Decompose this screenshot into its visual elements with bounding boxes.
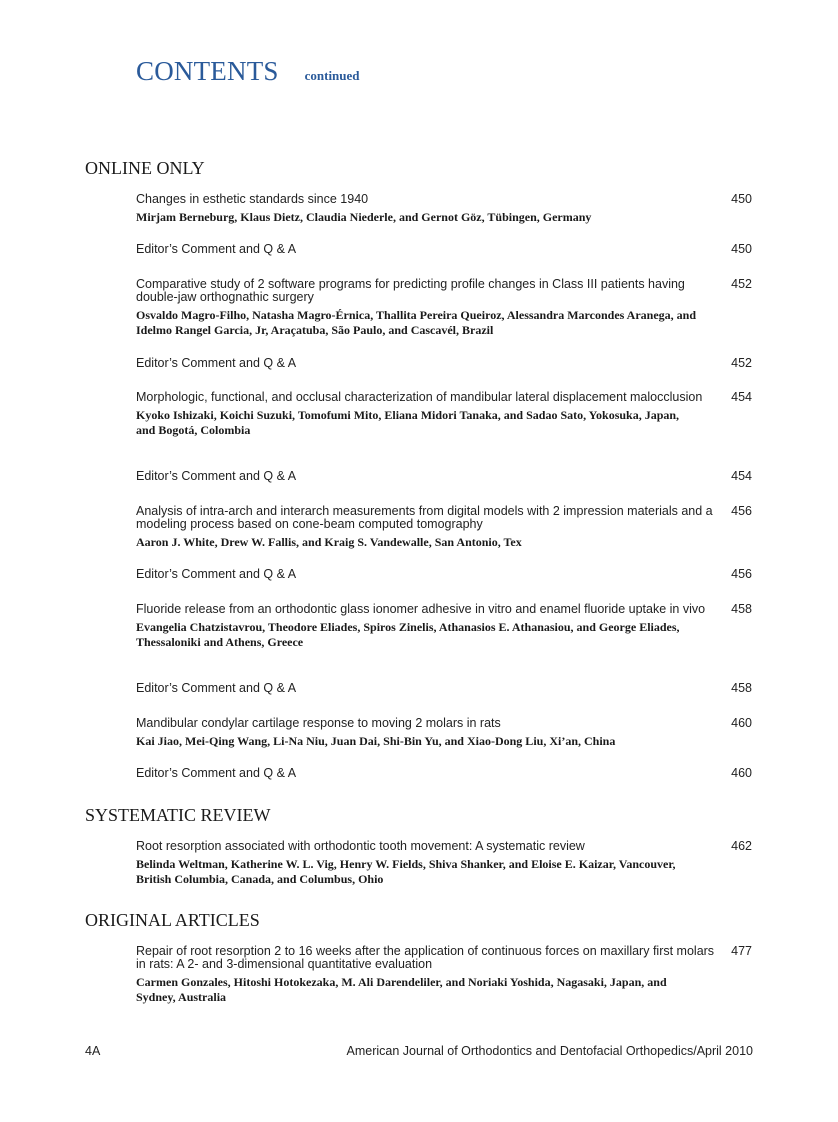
entry-title[interactable]: Root resorption associated with orthodontic tooth movement: A systematic review: [136, 839, 585, 853]
entry-title[interactable]: Editor’s Comment and Q & A: [136, 469, 297, 483]
toc-entry[interactable]: [136, 717, 752, 749]
entry-title[interactable]: Mandibular condylar cartilage response to moving 2 molars in rats: [136, 716, 501, 730]
entry-title[interactable]: Editor’s Comment and Q & A: [136, 242, 297, 256]
entry-page-number: 460: [731, 716, 752, 730]
entry-title[interactable]: Repair of root resorption 2 to 16 weeks after the application of continuous forces on maxillary first molars in rats: A 2- and 3-dimensional quantitative evaluation: [136, 944, 715, 971]
toc-entry[interactable]: [136, 568, 752, 581]
toc-entry[interactable]: [136, 505, 752, 550]
entry-page-number: 456: [731, 504, 752, 518]
entry-title[interactable]: Editor’s Comment and Q & A: [136, 766, 297, 780]
toc-entry[interactable]: [136, 682, 752, 695]
entry-page-number: 452: [731, 277, 752, 291]
toc-entry[interactable]: [136, 470, 752, 483]
toc-entry[interactable]: [136, 278, 752, 338]
footer-journal-title: American Journal of Orthodontics and Dentofacial Orthopedics/April 2010: [346, 1044, 753, 1058]
toc-entry[interactable]: [136, 840, 752, 887]
entry-authors: Kai Jiao, Mei-Qing Wang, Li-Na Niu, Juan Dai, Shi-Bin Yu, and Xiao-Dong Liu, Xi’an, China: [136, 734, 616, 748]
entry-page-number: 458: [731, 602, 752, 616]
toc-entry[interactable]: [136, 767, 752, 780]
page-subtitle: continued: [304, 68, 360, 83]
section-title: ONLINE ONLY: [85, 158, 205, 178]
entry-authors: Kyoko Ishizaki, Koichi Suzuki, Tomofumi Mito, Eliana Midori Tanaka, and Sadao Sato, Yokosuka, Japan, and Bogotá, Colombia: [136, 408, 680, 437]
toc-entry[interactable]: [136, 193, 752, 225]
entry-authors: Osvaldo Magro-Filho, Natasha Magro-Érnica, Thallita Pereira Queiroz, Alessandra Marcondes Aranega, and Idelmo Rangel Garcia, Jr, Araçatuba, São Paulo, and Cascavél, Brazil: [136, 308, 696, 337]
entry-page-number: 454: [731, 469, 752, 483]
entry-page-number: 454: [731, 390, 752, 404]
entry-page-number: 452: [731, 356, 752, 370]
entry-page-number: 450: [731, 242, 752, 256]
section-title: ORIGINAL ARTICLES: [85, 910, 260, 930]
toc-entry[interactable]: [136, 357, 752, 370]
entry-page-number: 477: [731, 944, 752, 958]
entry-page-number: 456: [731, 567, 752, 581]
entry-authors: Evangelia Chatzistavrou, Theodore Eliades, Spiros Zinelis, Athanasios E. Athanasiou, and George Eliades, Thessaloniki and Athens, Greece: [136, 620, 680, 649]
entry-title[interactable]: Analysis of intra-arch and interarch measurements from digital models with 2 impression materials and a modeling process based on cone-beam computed tomography: [136, 504, 713, 531]
entry-title[interactable]: Editor’s Comment and Q & A: [136, 681, 297, 695]
entry-title[interactable]: Morphologic, functional, and occlusal characterization of mandibular lateral displacement malocclusion: [136, 390, 703, 404]
entry-authors: Belinda Weltman, Katherine W. L. Vig, Henry W. Fields, Shiva Shanker, and Eloise E. Kaizar, Vancouver, British Columbia, Canada, and Columbus, Ohio: [136, 857, 676, 886]
entry-title[interactable]: Fluoride release from an orthodontic glass ionomer adhesive in vitro and enamel fluoride uptake in vivo: [136, 602, 706, 616]
footer-page-number: 4A: [85, 1044, 101, 1058]
entry-page-number: 462: [731, 839, 752, 853]
entry-title[interactable]: Editor’s Comment and Q & A: [136, 356, 297, 370]
page-title: CONTENTS: [136, 56, 279, 86]
toc-entry[interactable]: [136, 603, 752, 650]
entry-page-number: 450: [731, 192, 752, 206]
page-footer: [85, 1044, 753, 1060]
entry-title[interactable]: Changes in esthetic standards since 1940: [136, 192, 369, 206]
entry-title[interactable]: Editor’s Comment and Q & A: [136, 567, 297, 581]
entry-page-number: 460: [731, 766, 752, 780]
entry-authors: Carmen Gonzales, Hitoshi Hotokezaka, M. Ali Darendeliler, and Noriaki Yoshida, Nagasaki, Japan, and Sydney, Australia: [136, 975, 667, 1004]
page-header: [136, 56, 360, 87]
toc-entry[interactable]: [136, 243, 752, 256]
toc-entry[interactable]: [136, 391, 752, 438]
toc-entry[interactable]: [136, 945, 752, 1005]
section-title: SYSTEMATIC REVIEW: [85, 805, 271, 825]
entry-page-number: 458: [731, 681, 752, 695]
entry-title[interactable]: Comparative study of 2 software programs for predicting profile changes in Class III patients having double-jaw orthognathic surgery: [136, 277, 685, 304]
entry-authors: Mirjam Berneburg, Klaus Dietz, Claudia Niederle, and Gernot Göz, Tübingen, Germany: [136, 210, 592, 224]
entry-authors: Aaron J. White, Drew W. Fallis, and Kraig S. Vandewalle, San Antonio, Tex: [136, 535, 522, 549]
